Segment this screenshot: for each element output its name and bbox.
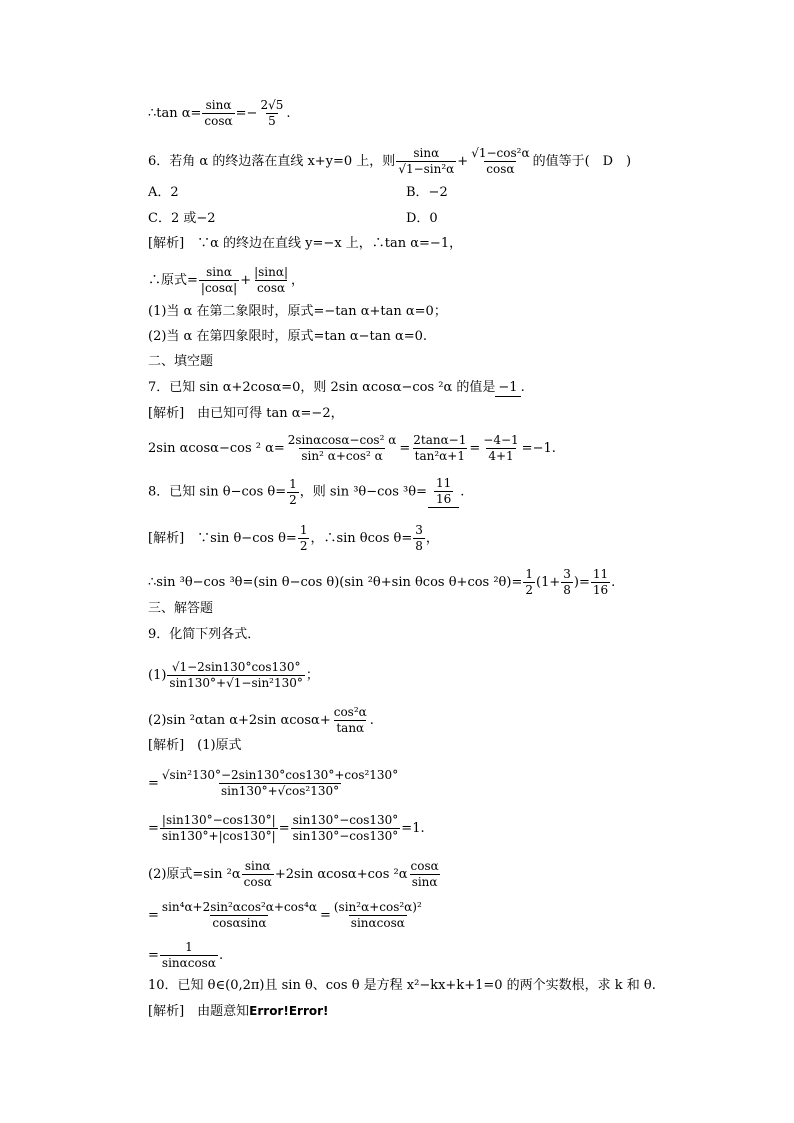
question-9-part-2: (2)sin ²αtan α+2sin αcosα+ $\frac{\text{cos²α}}{\tan\alpha}$ .: [148, 705, 374, 735]
option-a: A．2: [148, 185, 179, 200]
answer-9-line-5: = $\frac{\text{sin⁴α+2sin²αcos²α+cos⁴α}}{\cos\alpha\sin\alpha}$ = $\frac{\text{(sin²α+cos²α)²}}{\sin\alpha\cos\alpha}$: [148, 900, 422, 930]
answer-9-line-6: = $\frac{1}{\sin\alpha\cos\alpha}$ .: [148, 940, 224, 970]
section-solve: 三、解答题: [148, 601, 214, 616]
answer-6-line-4: (2)当 α 在第四象限时，原式=tan α−tan α=0.: [148, 329, 428, 344]
option-c: C．2 或−2: [148, 211, 216, 226]
answer-blank-7: −1: [495, 380, 520, 397]
question-8: 8．已知 sin θ−cos θ= $\frac{1}{2}$ ，则 sin ³θ−cos ³θ= $\frac{11}{16}$ .: [148, 476, 465, 507]
question-6: 6．若角 α 的终边落在直线 x+y=0 上，则 $\frac{\sin\alpha}{\text{√1−sin²α}}$ + $\frac{\text{√1−cos²α}}{\cos\alpha}$ 的值等于( D ): [148, 146, 632, 176]
answer-7-line-1: [解析] 由已知可得 tan α=−2，: [148, 406, 344, 421]
answer-10: [解析] 由题意知Error!Error!: [148, 1004, 329, 1019]
section-fill-in: 二、填空题: [148, 354, 214, 369]
answer-7-line-2: 2sin αcosα−cos ² α= $\frac{\text{2sinαcosα−cos² α}}{\text{sin² α+cos² α}}$ = $\frac{2\tan\alpha-1}{\text{tan²α+1}}$ = $\frac{-4-1}{4+1}$ =−1.: [148, 433, 556, 463]
answer-8-line-2: ∴sin ³θ−cos ³θ=(sin θ−cos θ)(sin ²θ+sin θcos θ+cos ²θ)= $\frac{1}{2}$ (1+ $\frac{3}{8}$ )= $\frac{11}{16}$ .: [148, 567, 616, 597]
question-9: 9．化简下列各式．: [148, 627, 261, 642]
question-7: 7．已知 sin α+2cosα=0，则 2sin αcosα−cos ²α 的值是 −1 .: [148, 380, 525, 395]
answer-9-line-2: = $\frac{\text{√sin²130°−2sin130°cos130°+cos²130°}}{\text{sin130°+√cos²130°}}$: [148, 768, 399, 798]
question-10: 10．已知 θ∈(0,2π)且 sin θ、cos θ 是方程 x²−kx+k+1=0 的两个实数根，求 k 和 θ.: [148, 978, 656, 993]
option-d: D．0: [406, 211, 438, 226]
answer-8-line-1: [解析] ∵sin θ−cos θ= $\frac{1}{2}$ ，∴sin θcos θ= $\frac{3}{8}$ ，: [148, 523, 439, 553]
question-9-part-1: (1) $\frac{√1-2\sin 130^\circ\cos 130^\circ}{\text{sin130°+√1−sin²130°}}$ ；: [148, 660, 319, 690]
answer-9-line-1: [解析] (1)原式: [148, 738, 242, 753]
answer-6-line-2: ∴原式= $\frac{\sin\alpha}{|\cos\alpha|}$ + $\frac{|\sin\alpha|}{\cos\alpha}$ ，: [148, 265, 305, 295]
answer-6-line-1: [解析] ∵α 的终边在直线 y=−x 上，∴tan α=−1，: [148, 236, 463, 251]
tan-alpha-result: ∴tan α= $\frac{\sin\alpha}{\cos\alpha}$ =− $\frac{2√5}{5}$ .: [148, 98, 291, 128]
error-text: Error!Error!: [249, 1004, 329, 1018]
answer-9-line-4: (2)原式=sin ²α $\frac{\sin\alpha}{\cos\alpha}$ +2sin αcosα+cos ²α $\frac{\cos\alpha}{\sin\alpha}$: [148, 859, 439, 889]
option-b: B．−2: [406, 185, 448, 200]
answer-9-line-3: = $\frac{|\sin 130^\circ-\cos 130^\circ|}{\sin 130^\circ+|\cos 130^\circ|}$ = $\frac{\sin 130^\circ-\cos 130^\circ}{\sin 130^\circ-\cos 130^\circ}$ =1.: [148, 813, 425, 843]
answer-blank-8: $\frac{11}{16}$: [428, 476, 459, 508]
answer-6-line-3: (1)当 α 在第二象限时，原式=−tan α+tan α=0；: [148, 304, 447, 319]
